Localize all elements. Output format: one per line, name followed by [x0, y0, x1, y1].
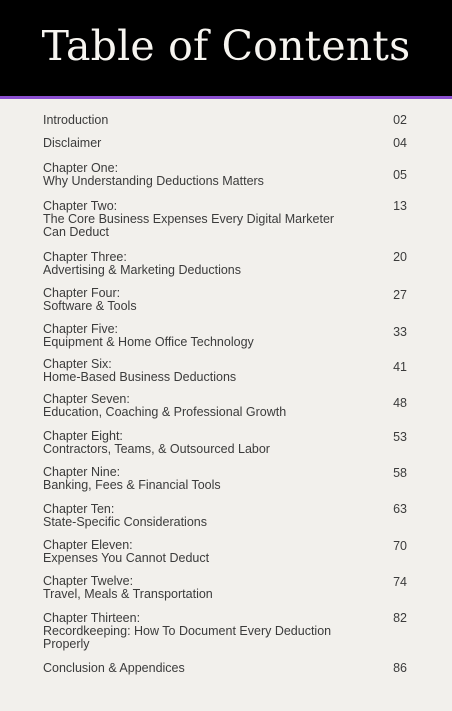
toc-page-number: 20	[393, 250, 407, 264]
toc-entry-line: Advertising & Marketing Deductions	[43, 263, 242, 277]
toc-entry-text	[43, 358, 343, 384]
toc-entry-line: Contractors, Teams, & Outsourced Labor	[43, 442, 270, 456]
toc-entry-line: Chapter Twelve:	[43, 574, 134, 588]
toc-entry-text	[43, 503, 343, 529]
toc-entry-line: Chapter Nine:	[43, 465, 121, 479]
toc-entry-text	[43, 114, 343, 127]
toc-entry-line: Equipment & Home Office Technology	[43, 335, 254, 349]
toc-page-number: 86	[393, 661, 407, 675]
toc-page-number: 53	[393, 430, 407, 444]
toc-entry-text	[43, 200, 343, 239]
toc-page-number: 05	[393, 168, 407, 182]
toc-entry-text	[43, 575, 343, 601]
toc-entry-line: Chapter Six:	[43, 357, 112, 371]
toc-page-number: 74	[393, 575, 407, 589]
toc-entry-line: Expenses You Cannot Deduct	[43, 551, 210, 565]
toc-entry-line: Chapter Eleven:	[43, 538, 133, 552]
toc-page-number: 48	[393, 396, 407, 410]
toc-entry-line: Chapter Four:	[43, 286, 121, 300]
toc-page-number: 27	[393, 288, 407, 302]
header-accent-line	[0, 96, 452, 99]
toc-entry-line: Chapter One:	[43, 161, 119, 175]
toc-entry-text	[43, 539, 343, 565]
toc-entry-line: Banking, Fees & Financial Tools	[43, 478, 221, 492]
toc-entry-line: Conclusion & Appendices	[43, 661, 185, 675]
toc-entry-line: Chapter Thirteen:	[43, 611, 141, 625]
toc-entry-line: Chapter Two:	[43, 199, 118, 213]
toc-entry-line: Home-Based Business Deductions	[43, 370, 237, 384]
toc-entry-line: The Core Business Expenses Every Digital Marketer	[43, 212, 335, 226]
toc-entry-text	[43, 466, 343, 492]
toc-page-number: 33	[393, 325, 407, 339]
toc-entry-text	[43, 662, 343, 675]
toc-entry-line: Can Deduct	[43, 225, 110, 239]
toc-page-number: 82	[393, 611, 407, 625]
toc-entry-line: Chapter Three:	[43, 250, 127, 264]
toc-entry-line: Chapter Five:	[43, 322, 119, 336]
toc-page-number: 63	[393, 502, 407, 516]
toc-entry-line: Why Understanding Deductions Matters	[43, 174, 264, 188]
toc-page-number: 58	[393, 466, 407, 480]
toc-page-number: 41	[393, 360, 407, 374]
toc-entry-line: Properly	[43, 637, 90, 651]
toc-entry-line: Chapter Seven:	[43, 392, 130, 406]
toc-entry-line: Chapter Eight:	[43, 429, 123, 443]
toc-entry-line: Recordkeeping: How To Document Every Deduction	[43, 624, 332, 638]
toc-entry-line: Travel, Meals & Transportation	[43, 587, 213, 601]
toc-entry-line: Disclaimer	[43, 136, 102, 150]
toc-entry-text	[43, 430, 343, 456]
toc-entry-text	[43, 612, 343, 651]
toc-entry-text	[43, 323, 343, 349]
toc-entry-line: Chapter Ten:	[43, 502, 115, 516]
toc-entry-line: Introduction	[43, 113, 109, 127]
toc-entry-text	[43, 393, 343, 419]
toc-entry-line: State-Specific Considerations	[43, 515, 207, 529]
toc-entry-line: Software & Tools	[43, 299, 137, 313]
toc-entry-text	[43, 287, 343, 313]
toc-entry-text	[43, 251, 343, 277]
toc-page-number: 02	[393, 113, 407, 127]
toc-page-number: 04	[393, 136, 407, 150]
toc-page-number: 13	[393, 199, 407, 213]
toc-entry-text	[43, 162, 343, 188]
toc-page-number: 70	[393, 539, 407, 553]
toc-entry-line: Education, Coaching & Professional Growth	[43, 405, 287, 419]
toc-entry-text	[43, 137, 343, 150]
page-title: Table of Contents	[41, 22, 411, 70]
